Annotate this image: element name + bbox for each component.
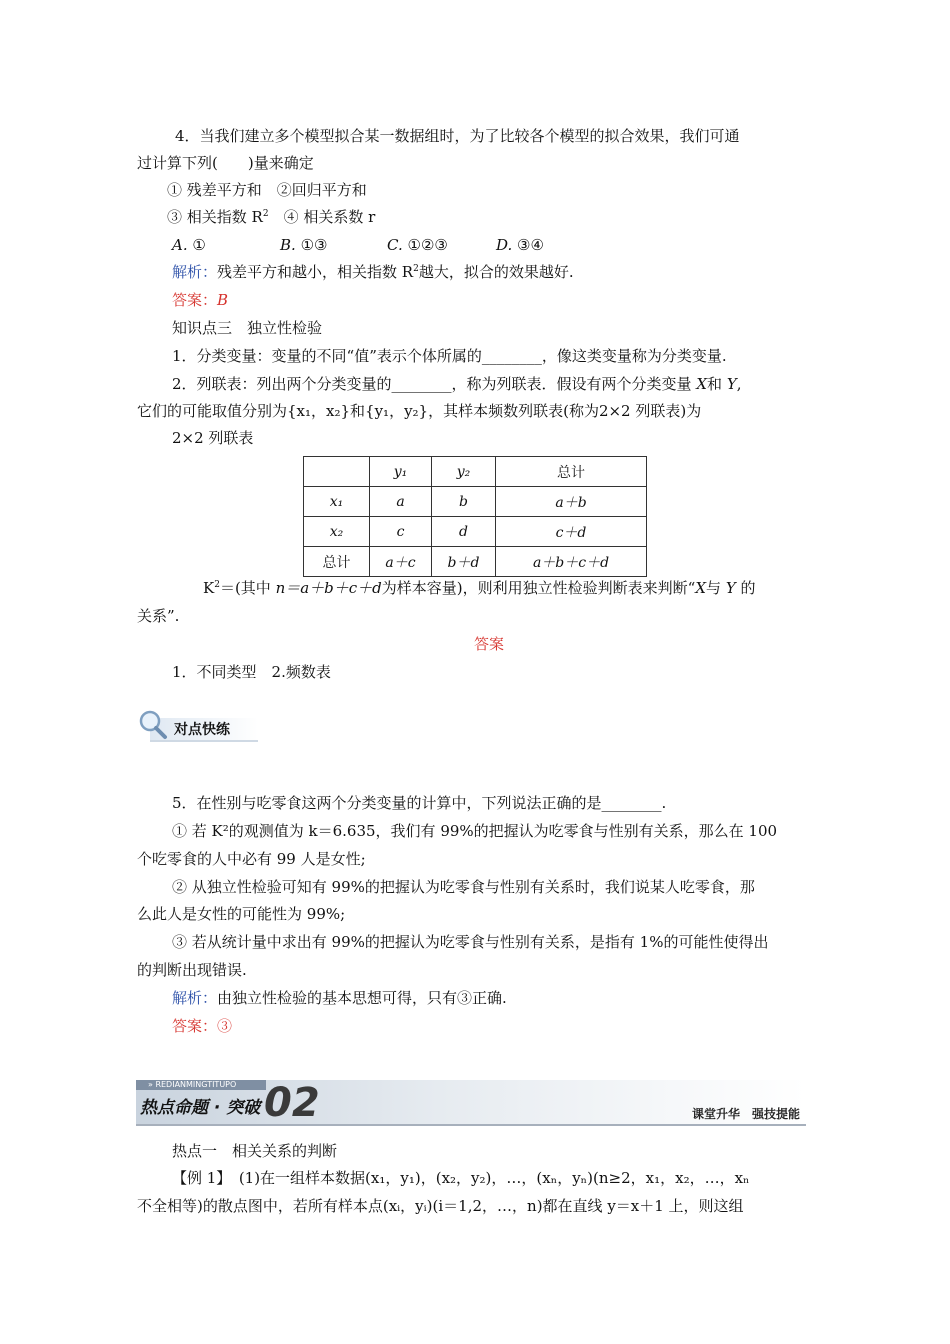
q5-statement2-line1: ② 从独立性检验可知有 99%的把握认为吃零食与性别有关系时，我们说某人吃零食，那 bbox=[172, 878, 755, 896]
banner-small-text: » REDIANMINGTITUPO bbox=[148, 1080, 237, 1089]
q5-line1: 5．在性别与吃零食这两个分类变量的计算中，下列说法正确的是________. bbox=[172, 794, 667, 812]
table-cell: 总计 bbox=[496, 457, 647, 487]
quick-practice-badge bbox=[138, 710, 258, 744]
q5-statement2-line2: 么此人是女性的可能性为 99%; bbox=[137, 905, 346, 923]
q4-option-row1: ① 残差平方和 ②回归平方和 bbox=[167, 181, 367, 199]
section-banner bbox=[136, 1080, 806, 1126]
table-title: 2×2 列联表 bbox=[172, 429, 254, 447]
table-cell: y₂ bbox=[432, 457, 496, 487]
q4-analysis: 解析：残差平方和越小，相关指数 $R^2$越大，拟合的效果越好. bbox=[172, 263, 574, 281]
table-cell: x₂ bbox=[304, 517, 370, 547]
q5-analysis: 解析：由独立性检验的基本思想可得，只有③正确. bbox=[172, 989, 507, 1007]
table-cell: b＋d bbox=[432, 547, 496, 577]
table-cell: a＋c bbox=[370, 547, 432, 577]
table-cell: a＋b bbox=[496, 487, 647, 517]
q4-option-row2: ③ 相关指数 $R^2$ ④ 相关系数 r bbox=[167, 208, 376, 226]
hot1-heading: 热点一 相关关系的判断 bbox=[172, 1142, 338, 1160]
q5-statement3-line2: 的判断出现错误. bbox=[137, 961, 247, 979]
contingency-table bbox=[303, 456, 647, 577]
q5-statement1-line2: 个吃零食的人中必有 99 人是女性; bbox=[137, 850, 366, 868]
table-header-row bbox=[304, 457, 647, 487]
q4-choice-c: C. ①②③ bbox=[387, 236, 448, 254]
example1-line1: 【例 1】 (1)在一组样本数据(x₁，y₁)，(x₂，y₂)，…，(xₙ，yₙ)(n≥2，x₁，x₂，…，xₙ bbox=[172, 1169, 750, 1187]
kp3-item1: 1．分类变量：变量的不同“值”表示个体所属的________，像这类变量称为分类变量. bbox=[172, 347, 727, 365]
table-cell: c＋d bbox=[496, 517, 647, 547]
k2-line1: $K^2=$(其中 n＝a＋b＋c＋d为样本容量)，则利用独立性检验判断表来判断“X与 Y 的 bbox=[203, 579, 756, 597]
table-row bbox=[304, 487, 647, 517]
table-cell: 总计 bbox=[304, 547, 370, 577]
table-cell: x₁ bbox=[304, 487, 370, 517]
banner-right-text: 课堂升华 强技提能 bbox=[692, 1107, 801, 1121]
q4-line2: 过计算下列( )量来确定 bbox=[137, 154, 314, 172]
table-cell: a＋b＋c＋d bbox=[496, 547, 647, 577]
table-cell: a bbox=[370, 487, 432, 517]
table-cell: y₁ bbox=[370, 457, 432, 487]
table-cell bbox=[304, 457, 370, 487]
q4-choice-d: D. ③④ bbox=[496, 236, 544, 254]
kp3-heading: 知识点三 独立性检验 bbox=[172, 319, 323, 337]
table-cell: d bbox=[432, 517, 496, 547]
table-row bbox=[304, 517, 647, 547]
table-cell: b bbox=[432, 487, 496, 517]
table-cell: c bbox=[370, 517, 432, 547]
kp3-item2-line2: 它们的可能取值分别为{x₁，x₂}和{y₁，y₂}，其样本频数列联表(称为2×2 列联表)为 bbox=[137, 402, 702, 420]
q4-line1: 4．当我们建立多个模型拟合某一数据组时，为了比较各个模型的拟合效果，我们可通 bbox=[175, 127, 740, 145]
q4-choice-a: A. ① bbox=[172, 236, 206, 254]
q4-choice-b: B. ①③ bbox=[280, 236, 328, 254]
q5-statement3-line1: ③ 若从统计量中求出有 99%的把握认为吃零食与性别有关系，是指有 1%的可能性使得出 bbox=[172, 933, 769, 951]
q4-answer: 答案：B bbox=[172, 291, 229, 309]
quick-practice-label: 对点快练 bbox=[174, 722, 230, 738]
k2-line2: 关系”. bbox=[137, 607, 180, 625]
q5-answer: 答案：③ bbox=[172, 1017, 233, 1035]
example1-line2: 不全相等)的散点图中，若所有样本点(xᵢ，yᵢ)(i＝1,2，…，n)都在直线 y＝x＋1 上，则这组 bbox=[137, 1197, 744, 1215]
banner-title: 热点命题 · 突破 bbox=[140, 1098, 261, 1118]
answers-text: 1．不同类型 2.频数表 bbox=[172, 663, 331, 681]
banner-number: 02 bbox=[264, 1080, 320, 1126]
answers-title: 答案 bbox=[474, 635, 505, 653]
kp3-item2-line1: 2．列联表：列出两个分类变量的________，称为列联表．假设有两个分类变量 X和 Y, bbox=[172, 375, 742, 393]
table-row bbox=[304, 547, 647, 577]
q5-statement1-line1: ① 若 K²的观测值为 k＝6.635，我们有 99%的把握认为吃零食与性别有关系，那么在 100 bbox=[172, 822, 778, 840]
